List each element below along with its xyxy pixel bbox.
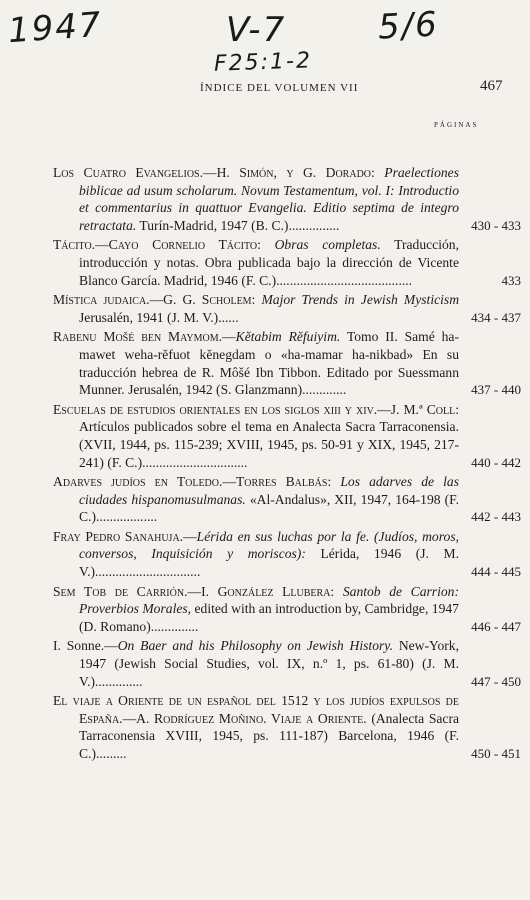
entry-author: Escuelas de estudios orientales en los siglos xiii y xiv.—J. M.ª Coll: [53,401,459,417]
entry-author: Fray Pedro Sanahuja.— [53,528,197,544]
entry-pages: 442 - 443 [471,509,521,525]
entry-title: Major Trends in Jewish Mysticism [261,292,460,308]
entry-pages: 444 - 445 [471,564,521,580]
handwritten-shelfmark: F25:1-2 [213,48,313,77]
entry-text [53,637,459,690]
entry-details: Lérida, 1946 (J. M. V.)............................... [79,546,459,580]
entry-pages: 440 - 442 [471,454,521,470]
entry-title: On Baer and his Philosophy on Jewish History. [117,638,393,654]
index-entry [53,164,525,234]
entry-pages: 450 - 451 [471,746,521,761]
entry-author: Adarves judíos en Toledo.—Torres Balbás: [53,474,332,490]
entry-text [53,401,459,471]
entry-author: El viaje a Oriente de un español del 1512 y los judíos expulsos de España.—A. Rodríguez Moñino. Viaje a Oriente. [53,693,459,726]
entry-pages: 447 - 450 [471,673,521,689]
entry-details: Traducción, introducción y notas. Obra publicada bajo la dirección de Vicente Blanco García. Madrid, 1946 (F. C.)........................................ [79,237,459,288]
pages-column-header: PÁGINAS [434,121,479,129]
entry-details: (Analecta Sacra Tarraconensia XVIII, 1945, ps. 111-187) Barcelona, 1946 (F. C.)......... [79,710,460,761]
entry-author: Los Cuatro Evangelios.—H. Simón, y G. Dorado: [53,165,375,180]
index-entry [53,583,525,636]
entry-text [53,164,459,234]
entry-author: Mística judaica.—G. G. Scholem: [53,292,256,308]
entry-pages: 430 - 433 [471,217,521,233]
index-entry [53,401,525,471]
entry-details: Tomo II. Samé ha-mawet weha-rĕfuot kĕnegdam o «ha-mamar ha-nikbad» En su traducción hebrea de R. Môšé Ibn Tibbon. Editado por Suessmann Munner. Jerusalén, 1942 (S. Glanzmann)............. [79,329,459,398]
index-entry [53,473,525,526]
handwritten-fraction: 5/6 [376,4,440,48]
entry-pages: 437 - 440 [471,382,521,398]
entry-text [53,473,459,526]
handwritten-year: 1947 [6,4,104,52]
entry-author: Tácito.—Cayo Cornelio Tácito: [53,237,261,253]
running-head: ÍNDICE DEL VOLUMEN VII [200,82,359,94]
entry-author: Rabenu Mošé ben Maymom.— [53,329,236,345]
entry-title: Kĕtabim Rĕfuiyim. [235,329,341,345]
entry-author: Sem Tob de Carrión.—I. González Llubera: [53,583,335,599]
page-number: 467 [480,78,503,94]
entry-pages: 434 - 437 [471,309,521,325]
index-entry [53,637,525,690]
entry-text [53,328,459,398]
handwritten-volume: V-7 [226,10,287,50]
index-entry [53,291,525,326]
entry-details: Artículos publicados sobre el tema en Analecta Sacra Tarraconensia. (XVII, 1944, ps. 115-239; XVIII, 1945, ps. 50-91 y XIX, 1945, 217-241) (F. C.)............................... [79,419,459,470]
index-entry [53,528,525,581]
entry-text [53,692,459,762]
entry-details: «Al-Andalus», XII, 1947, 164-198 (F. C.).................. [79,491,459,525]
index-entries [53,164,525,765]
entry-text [53,291,459,326]
index-entry [53,236,525,289]
entry-details: Jerusalén, 1941 (J. M. V.)...... [79,309,239,325]
entry-title: Obras completas. [274,237,381,253]
entry-title: Santob de Carrion: Proverbios Morales, [79,583,459,617]
entry-pages: 433 [501,272,521,288]
entry-details: edited with an introduction by, Cambridge, 1947 (D. Romano).............. [79,601,459,634]
entry-author: I. Sonne.— [53,638,118,654]
entry-title: Praelectiones biblicae ad usum scholarum. Novum Testamentum, vol. I: Introductio et commentarius in quattuor Evangelia. Editio septima de integro retractata. [79,165,460,233]
entry-text [53,583,459,636]
entry-pages: 446 - 447 [471,618,521,634]
entry-text [53,236,459,289]
entry-details: Turín-Madrid, 1947 (B. C.)............... [139,217,340,233]
entry-details: New-York, 1947 (Jewish Social Studies, vol. IX, n.º 1, ps. 61-80) (J. M. V.).............. [79,638,459,689]
index-entry [53,692,525,762]
index-entry [53,328,525,398]
entry-text [53,528,459,581]
entry-title: Los adarves de las ciudades hispanomusulmanas. [79,474,459,507]
entry-title: Lérida en sus luchas por la fe. (Judíos, moros, conversos, Inquisición y moriscos): [79,528,460,562]
